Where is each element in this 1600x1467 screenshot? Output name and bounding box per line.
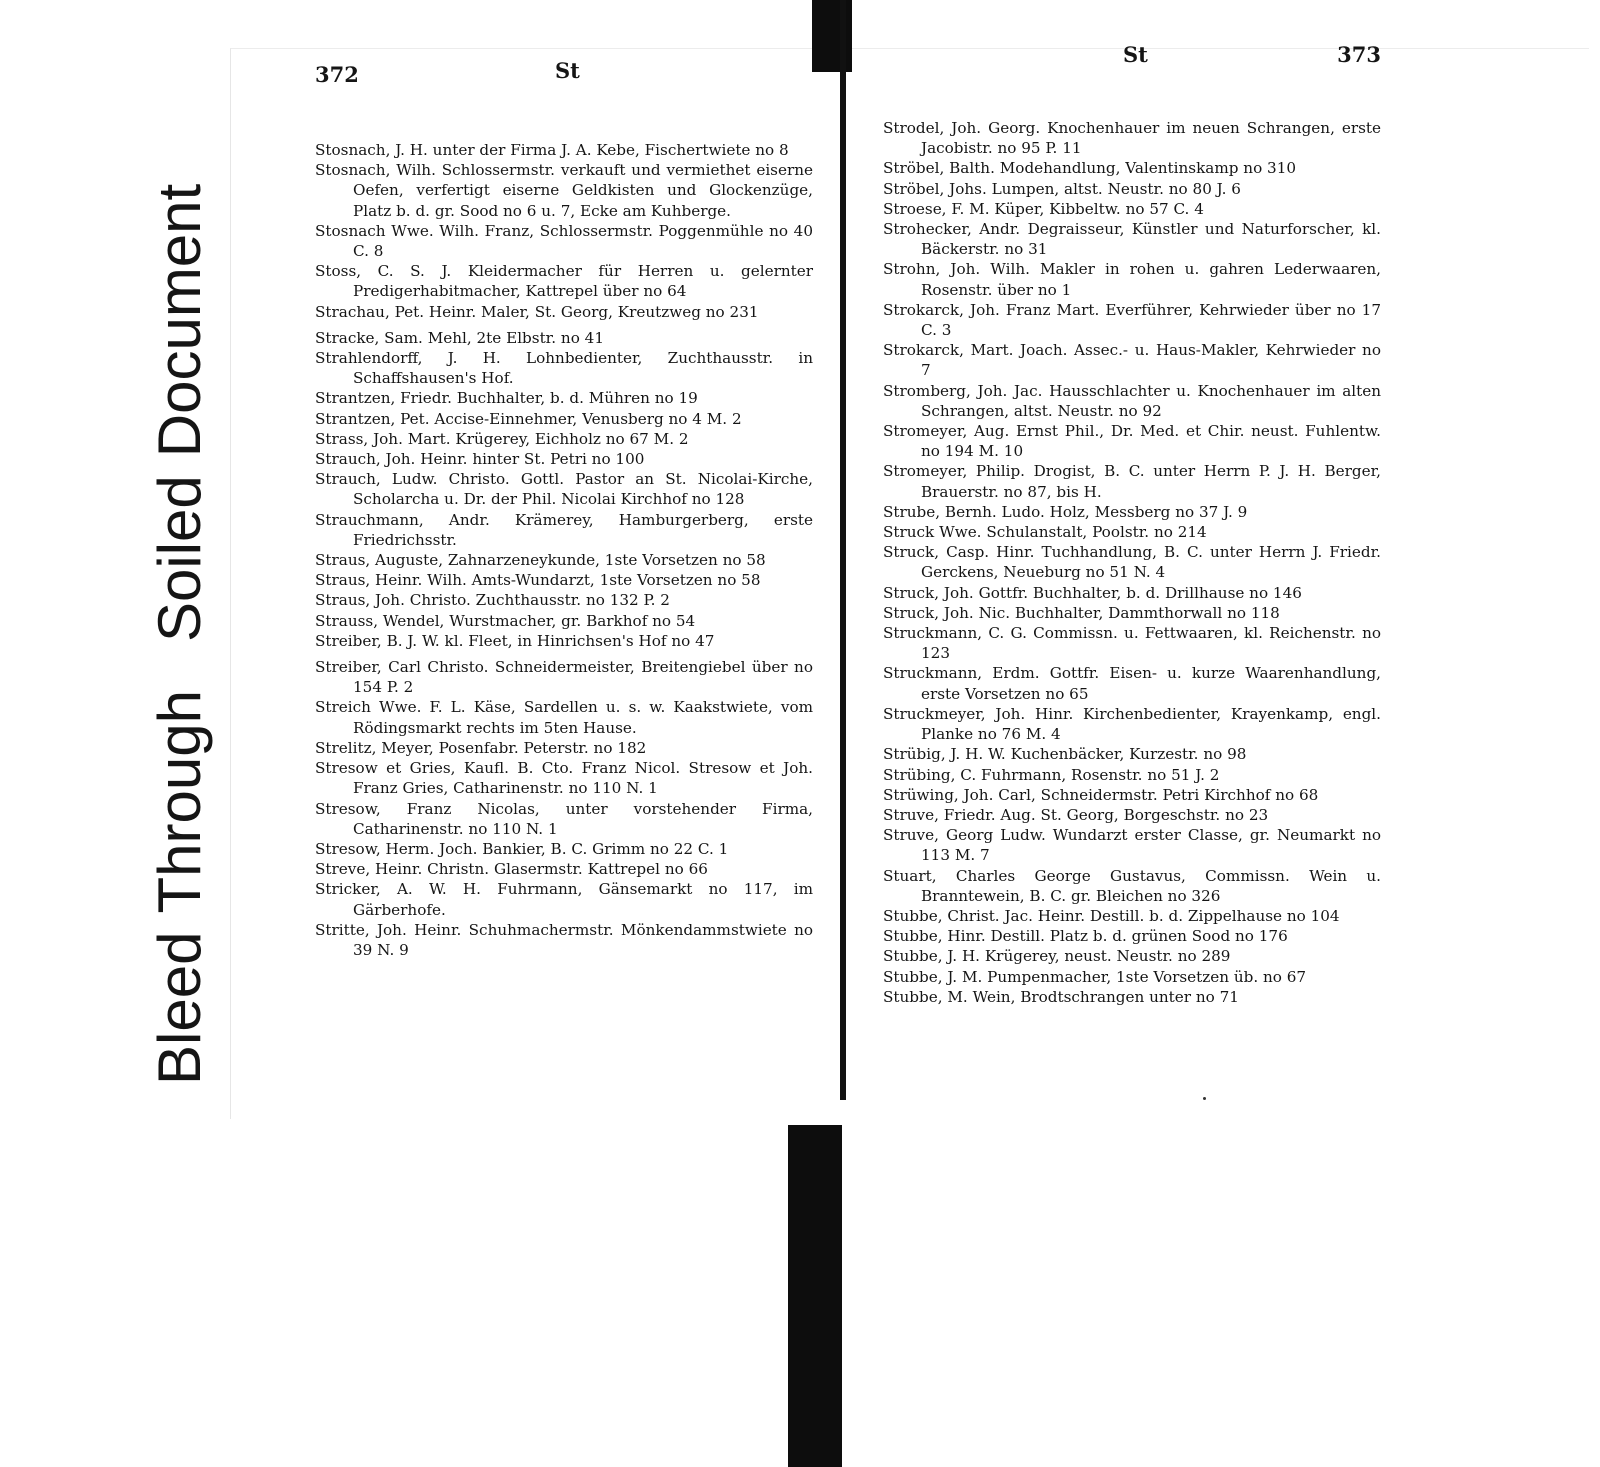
directory-entry: Stoss, C. S. J. Kleidermacher für Herren u. gelernter Predigerhabitmacher, Kattrepel über no 64 <box>315 262 813 301</box>
directory-entry: Struve, Friedr. Aug. St. Georg, Borgeschstr. no 23 <box>883 805 1269 824</box>
directory-entry: Streve, Heinr. Christn. Glasermstr. Kattrepel no 66 <box>315 860 708 879</box>
directory-entry: Strohn, Joh. Wilh. Makler in rohen u. gahren Lederwaaren, Rosenstr. über no 1 <box>883 260 1381 299</box>
directory-entry: Strodel, Joh. Georg. Knochenhauer im neuen Schrangen, erste Jacobistr. no 95 P. 11 <box>883 119 1381 158</box>
page-number: 373 <box>1337 42 1381 67</box>
right-entry-list <box>883 118 1381 1007</box>
directory-entry: Strauch, Ludw. Christo. Gottl. Pastor an St. Nicolai-Kirche, Scholarcha u. Dr. der Phil. Nicolai Kirchhof no 128 <box>315 470 813 509</box>
binding-tab-bottom <box>788 1125 842 1467</box>
right-page-header <box>883 0 1381 67</box>
directory-entry: Strantzen, Friedr. Buchhalter, b. d. Mühren no 19 <box>315 389 698 408</box>
directory-entry: Strokarck, Joh. Franz Mart. Everführer, Kehrwieder über no 17 C. 3 <box>883 300 1381 340</box>
directory-entry: Strauch, Joh. Heinr. hinter St. Petri no 100 <box>315 450 645 469</box>
directory-entry: Strahlendorff, J. H. Lohnbedienter, Zuchthausstr. in Schaffshausen's Hof. <box>315 349 813 388</box>
left-page <box>315 0 813 959</box>
directory-entry: Streiber, B. J. W. kl. Fleet, in Hinrichsen's Hof no 47 <box>315 631 715 650</box>
directory-entry: Struck Wwe. Schulanstalt, Poolstr. no 214 <box>883 523 1207 542</box>
directory-entry: Stubbe, J. H. Krügerey, neust. Neustr. no 289 <box>883 947 1231 966</box>
book-gutter <box>840 0 846 1100</box>
directory-entry: Strauss, Wendel, Wurstmacher, gr. Barkhof no 54 <box>315 611 696 630</box>
binding-tab-top <box>812 0 852 72</box>
stamp-word: Soiled <box>146 475 213 643</box>
directory-entry: Stubbe, M. Wein, Brodtschrangen unter no 71 <box>883 987 1239 1006</box>
page-number: 372 <box>315 62 359 87</box>
directory-entry: Struck, Casp. Hinr. Tuchhandlung, B. C. unter Herrn J. Friedr. Gerckens, Neueburg no 51 N. 4 <box>883 543 1381 582</box>
directory-entry: Stubbe, Hinr. Destill. Platz b. d. grünen Sood no 176 <box>883 927 1288 946</box>
directory-entry: Strübig, J. H. W. Kuchenbäcker, Kurzestr. no 98 <box>883 745 1247 764</box>
directory-entry: Strube, Bernh. Ludo. Holz, Messberg no 37 J. 9 <box>883 502 1248 521</box>
stamp-word: Through <box>146 690 213 914</box>
directory-entry: Stricker, A. W. H. Fuhrmann, Gänsemarkt no 117, im Gärberhofe. <box>315 880 813 919</box>
directory-entry: Stresow, Franz Nicolas, unter vorstehender Firma, Catharinenstr. no 110 N. 1 <box>315 799 813 838</box>
directory-entry: Strohecker, Andr. Degraisseur, Künstler und Naturforscher, kl. Bäckerstr. no 31 <box>883 220 1381 259</box>
directory-entry: Stuart, Charles George Gustavus, Commissn. Wein u. Branntewein, B. C. gr. Bleichen no 326 <box>883 866 1381 905</box>
running-head: St <box>1123 42 1148 67</box>
directory-entry: Ströbel, Johs. Lumpen, altst. Neustr. no 80 J. 6 <box>883 179 1241 198</box>
directory-entry: Struckmann, Erdm. Gottfr. Eisen- u. kurze Waarenhandlung, erste Vorsetzen no 65 <box>883 664 1381 703</box>
stamp-word: Document <box>146 183 213 458</box>
directory-entry: Stracke, Sam. Mehl, 2te Elbstr. no 41 <box>315 328 604 347</box>
bleed-through-stamp <box>145 184 214 1085</box>
directory-entry: Stubbe, Christ. Jac. Heinr. Destill. b. d. Zippelhause no 104 <box>883 906 1340 925</box>
directory-entry: Stromeyer, Aug. Ernst Phil., Dr. Med. et Chir. neust. Fuhlentw. no 194 M. 10 <box>883 422 1381 461</box>
directory-entry: Strübing, C. Fuhrmann, Rosenstr. no 51 J. 2 <box>883 765 1220 784</box>
running-head: St <box>555 58 580 83</box>
directory-entry: Stresow, Herm. Joch. Bankier, B. C. Grimm no 22 C. 1 <box>315 839 729 858</box>
directory-entry: Strokarck, Mart. Joach. Assec.- u. Haus-Makler, Kehrwieder no 7 <box>883 341 1381 380</box>
directory-entry: Stromberg, Joh. Jac. Hausschlachter u. Knochenhauer im alten Schrangen, altst. Neustr. no 92 <box>883 381 1381 420</box>
directory-entry: Ströbel, Balth. Modehandlung, Valentinskamp no 310 <box>883 159 1297 178</box>
left-entry-list <box>315 140 813 960</box>
directory-entry: Stubbe, J. M. Pumpenmacher, 1ste Vorsetzen üb. no 67 <box>883 967 1307 986</box>
directory-entry: Strachau, Pet. Heinr. Maler, St. Georg, Kreutzweg no 231 <box>315 302 759 321</box>
directory-entry: Stroese, F. M. Küper, Kibbeltw. no 57 C. 4 <box>883 199 1204 218</box>
directory-entry: Streiber, Carl Christo. Schneidermeister, Breitengiebel über no 154 P. 2 <box>315 658 813 697</box>
directory-entry: Struck, Joh. Gottfr. Buchhalter, b. d. Drillhause no 146 <box>883 583 1302 602</box>
directory-entry: Streich Wwe. F. L. Käse, Sardellen u. s. w. Kaakstwiete, vom Rödingsmarkt rechts im 5ten Hause. <box>315 698 813 737</box>
directory-entry: Struckmeyer, Joh. Hinr. Kirchenbedienter, Krayenkamp, engl. Planke no 76 M. 4 <box>883 704 1381 744</box>
directory-entry: Straus, Joh. Christo. Zuchthausstr. no 132 P. 2 <box>315 591 670 610</box>
directory-entry: Stresow et Gries, Kaufl. B. Cto. Franz Nicol. Stresow et Joh. Franz Gries, Catharinenstr. no 110 N. 1 <box>315 759 813 798</box>
directory-entry: Strauchmann, Andr. Krämerey, Hamburgerberg, erste Friedrichsstr. <box>315 510 813 549</box>
directory-entry: Straus, Heinr. Wilh. Amts-Wundarzt, 1ste Vorsetzen no 58 <box>315 571 761 590</box>
directory-entry: Strelitz, Meyer, Posenfabr. Peterstr. no 182 <box>315 738 647 757</box>
ink-speck <box>1203 1097 1206 1100</box>
left-page-header <box>315 0 813 87</box>
directory-entry: Stosnach, J. H. unter der Firma J. A. Kebe, Fischertwiete no 8 <box>315 141 789 159</box>
right-page <box>883 0 1381 1006</box>
directory-entry: Stosnach Wwe. Wilh. Franz, Schlossermstr. Poggenmühle no 40 C. 8 <box>315 221 813 261</box>
directory-entry: Straus, Auguste, Zahnarzeneykunde, 1ste Vorsetzen no 58 <box>315 551 766 570</box>
directory-entry: Strantzen, Pet. Accise-Einnehmer, Venusberg no 4 M. 2 <box>315 409 742 428</box>
directory-entry: Stritte, Joh. Heinr. Schuhmachermstr. Mönkendammstwiete no 39 N. 9 <box>315 920 813 959</box>
directory-entry: Stosnach, Wilh. Schlossermstr. verkauft und vermiethet eiserne Oefen, verfertigt eiserne Geldkisten und Glockenzüge, Platz b. d. gr. Sood no 6 u. 7, Ecke am Kuhberge. <box>315 161 813 220</box>
directory-entry: Strüwing, Joh. Carl, Schneidermstr. Petri Kirchhof no 68 <box>883 785 1319 804</box>
stamp-word: Bleed <box>146 931 213 1085</box>
directory-entry: Struck, Joh. Nic. Buchhalter, Dammthorwall no 118 <box>883 603 1280 622</box>
directory-entry: Strass, Joh. Mart. Krügerey, Eichholz no 67 M. 2 <box>315 429 689 448</box>
directory-entry: Struve, Georg Ludw. Wundarzt erster Classe, gr. Neumarkt no 113 M. 7 <box>883 826 1381 865</box>
directory-entry: Stromeyer, Philip. Drogist, B. C. unter Herrn P. J. H. Berger, Brauerstr. no 87, bis H. <box>883 462 1381 501</box>
directory-entry: Struckmann, C. G. Commissn. u. Fettwaaren, kl. Reichenstr. no 123 <box>883 624 1381 663</box>
